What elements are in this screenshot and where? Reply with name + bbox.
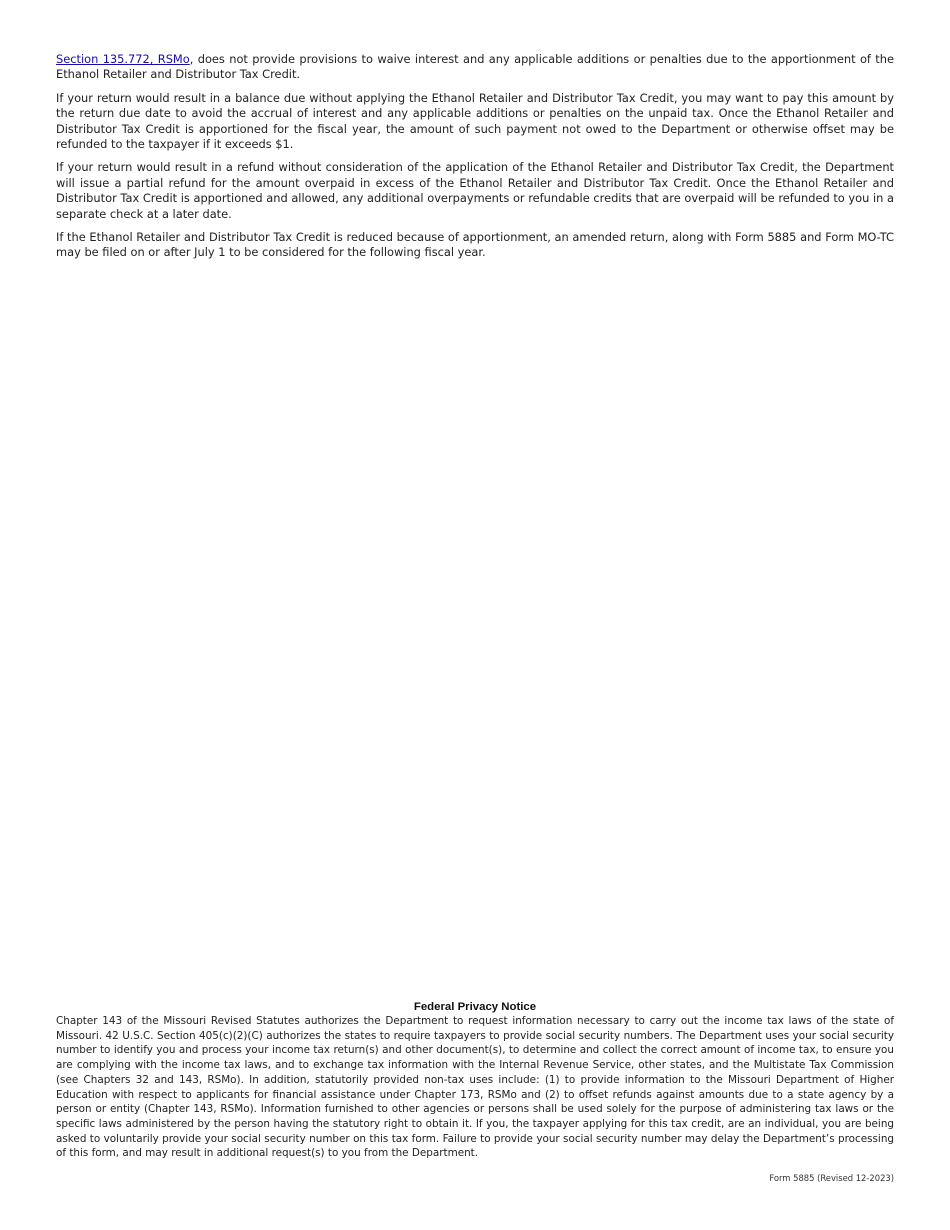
paragraph-interest-waiver-text: , does not provide provisions to waive interest and any applicable additions or penalties due to the apportionment of the Ethanol Retailer and Distributor Tax Credit. — [56, 52, 894, 82]
federal-privacy-notice — [56, 1000, 894, 1161]
paragraph-balance-due: If your return would result in a balance due without applying the Ethanol Retailer and Distributor Tax Credit, you may want to pay this amount by the return due date to avoid the accrual of interest and any applicable additions or penalties on the unpaid tax. Once the Ethanol Retailer and Distributor Tax Credit is apportioned for the fiscal year, the amount of such payment not owed to the Department or otherwise offset may be refunded to the taxpayer if it exceeds $1. — [56, 90, 894, 152]
paragraph-amended-return: If the Ethanol Retailer and Distributor Tax Credit is reduced because of apportionment, an amended return, along with Form 5885 and Form MO-TC may be filed on or after July 1 to be considered for the following fiscal year. — [56, 230, 894, 260]
privacy-notice-body: Chapter 143 of the Missouri Revised Statutes authorizes the Department to request information necessary to carry out the income tax laws of the state of Missouri. 42 U.S.C. Section 405(c)(2)(C) authorizes the states to require taxpayers to provide social security numbers. The Department uses your social security number to identify you and process your income tax return(s) and other document(s), to determine and collect the correct amount of income tax, to ensure you are complying with the income tax laws, and to exchange tax information with the Internal Revenue Service, other states, and the Multistate Tax Commission (see Chapters 32 and 143, RSMo). In addition, statutorily provided non-tax uses include: (1) to provide information to the Missouri Department of Higher Education with respect to applicants for financial assistance under Chapter 173, RSMo and (2) to offset refunds against amounts due to a state agency by a person or entity (Chapter 143, RSMo). Information furnished to other agencies or persons shall be used solely for the purpose of administering tax laws or the specific laws administered by the person having the statutory right to obtain it. If you, the taxpayer applying for this tax credit, are an individual, you are being asked to voluntarily provide your social security number on this tax form. Failure to provide your social security number may delay the Department’s processing of this form, and may result in additional request(s) to you from the Department. — [56, 1015, 894, 1160]
instructions-section — [56, 52, 894, 269]
section-135-772-link[interactable]: Section 135.772, RSMo — [56, 52, 190, 66]
form-revision-label: Form 5885 (Revised 12-2023) — [769, 1173, 894, 1183]
paragraph-refund: If your return would result in a refund without consideration of the application of the Ethanol Retailer and Distributor Tax Credit, the Department will issue a partial refund for the amount overpaid in excess of the Ethanol Retailer and Distributor Tax Credit. Once the Ethanol Retailer and Distributor Tax Credit is apportioned and allowed, any additional overpayments or refundable credits that are overpaid will be refunded to you in a separate check at a later date. — [56, 160, 894, 221]
privacy-notice-title: Federal Privacy Notice — [413, 1001, 537, 1013]
paragraph-interest-waiver — [56, 52, 894, 83]
